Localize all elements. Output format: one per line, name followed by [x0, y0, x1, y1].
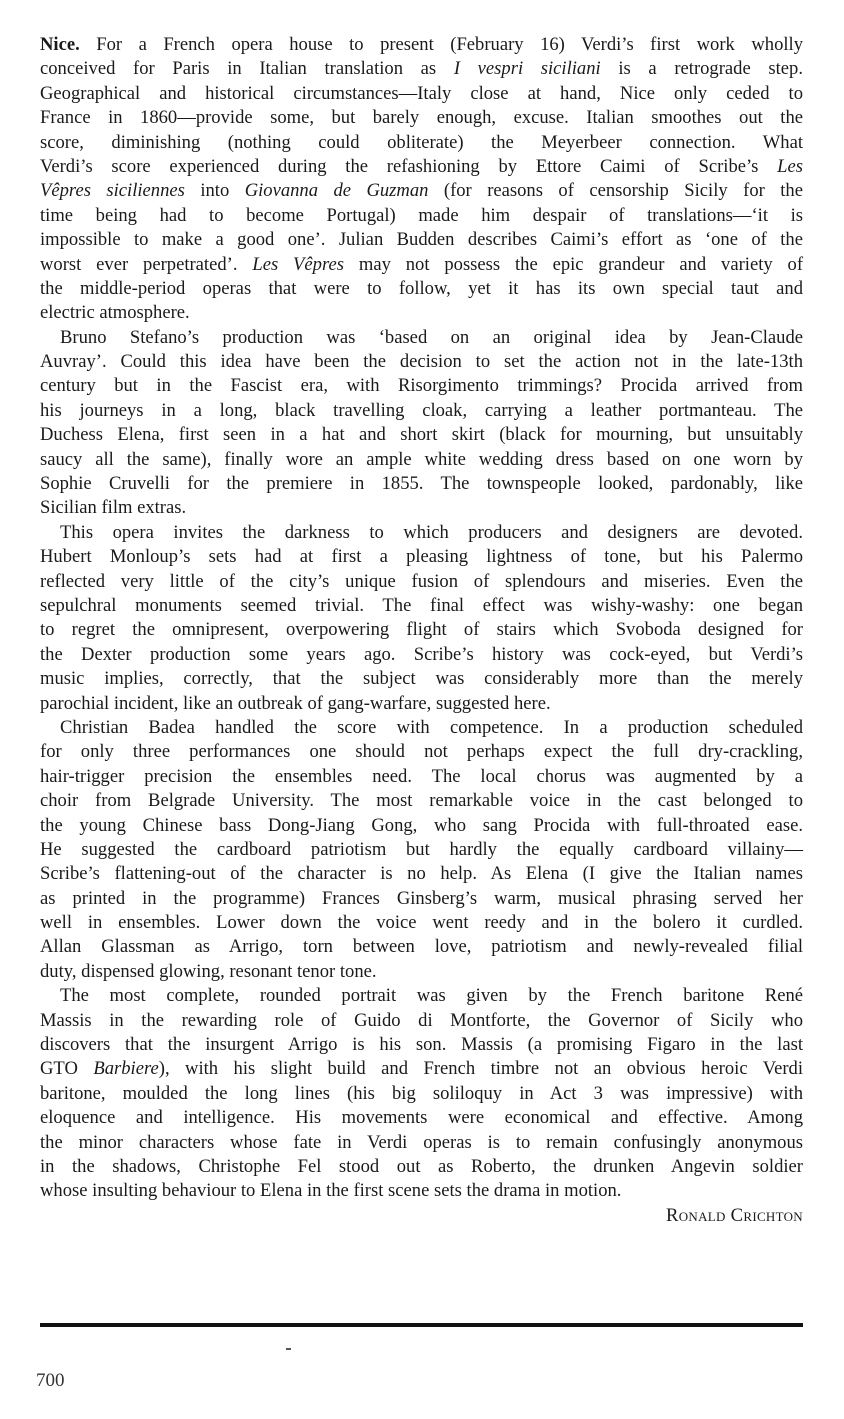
text-run: electric atmosphere. — [40, 302, 190, 324]
text-line — [40, 277, 803, 301]
text-run: For a French opera house to present (February 16) Verdi’s first work wholly — [79, 34, 803, 55]
text-run: choir from Belgrade University. The most remarkable voice in the cast belonged to — [40, 790, 803, 812]
text-run: He suggested the cardboard patriotism but hardly the equally cardboard villainy— — [40, 838, 803, 860]
text-run: hair-trigger precision the ensembles need. The local chorus was augmented by a — [40, 765, 803, 787]
text-run: is a retrograde step. — [600, 58, 803, 80]
text-line — [40, 448, 803, 472]
text-run: to regret the omnipresent, overpowering flight of stairs which Svoboda designed for — [40, 619, 803, 641]
text-run: saucy all the same), finally wore an ample white wedding dress based on one worn by — [40, 448, 803, 470]
text-run: the Dexter production some years ago. Scribe’s history was cock-eyed, but Verdi’s — [40, 643, 803, 665]
text-run: Verdi’s score experienced during the refashioning by Ettore Caimi of Scribe’s — [40, 155, 778, 177]
article-body — [40, 33, 803, 1228]
text-run: the minor characters whose fate in Verdi operas is to remain confusingly anonymous — [40, 1131, 803, 1153]
text-run: parochial incident, like an outbreak of gang-warfare, suggested here. — [40, 692, 551, 714]
italic-title: I vespri siciliani — [453, 58, 601, 80]
text-line — [40, 1009, 803, 1033]
text-run: eloquence and intelligence. His movements were economical and effective. Among — [40, 1107, 803, 1129]
text-run: conceived for Paris in Italian translation as — [40, 58, 454, 80]
italic-title: Barbiere — [93, 1058, 159, 1080]
text-line — [40, 692, 803, 716]
text-line — [40, 82, 803, 106]
text-run: well in ensembles. Lower down the voice went reedy and in the bolero it curdled. — [40, 912, 803, 934]
text-line — [40, 179, 803, 203]
text-run: may not possess the epic grandeur and variety of — [344, 253, 804, 275]
text-run: his journeys in a long, black travelling cloak, carrying a leather portmanteau. The — [40, 399, 803, 421]
paragraph — [40, 33, 803, 326]
text-run: Sophie Cruvelli for the premiere in 1855. The townspeople looked, pardonably, like — [40, 473, 803, 495]
text-line — [40, 326, 803, 350]
text-run: sepulchral monuments seemed trivial. The final effect was wishy-washy: one began — [40, 594, 803, 616]
author-signature: Ronald Crichton — [666, 1204, 803, 1226]
text-run: Geographical and historical circumstances—Italy close at hand, Nice only ceded to — [40, 82, 803, 104]
text-line — [40, 911, 803, 935]
text-run: time being had to become Portugal) made him despair of translations—‘it is — [40, 204, 803, 226]
text-line — [40, 740, 803, 764]
paragraph — [40, 984, 803, 1204]
text-line — [40, 1106, 803, 1130]
text-line — [40, 1155, 803, 1179]
text-run: Auvray’. Could this idea have been the decision to set the action not in the late-13th — [40, 351, 803, 373]
text-line — [40, 1033, 803, 1057]
text-line — [40, 204, 803, 228]
text-run: (for reasons of censorship Sicily for the — [428, 180, 803, 202]
text-run: GTO — [40, 1058, 94, 1080]
text-line — [40, 960, 803, 984]
text-run: Sicilian film extras. — [40, 497, 187, 519]
text-line — [40, 716, 803, 740]
print-mark — [286, 1348, 291, 1350]
text-line — [40, 618, 803, 642]
text-run: as printed in the programme) Frances Ginsberg’s warm, musical phrasing served her — [40, 887, 803, 909]
text-line — [40, 423, 803, 447]
text-run: The most complete, rounded portrait was given by the French baritone René — [60, 985, 803, 1007]
text-line — [40, 1179, 803, 1203]
text-run: the young Chinese bass Dong-Jiang Gong, who sang Procida with full-throated ease. — [40, 814, 803, 836]
text-line — [40, 887, 803, 911]
text-line — [40, 131, 803, 155]
text-line — [40, 155, 803, 179]
section-lead-city: Nice. — [40, 34, 80, 55]
italic-title: Les — [777, 155, 803, 177]
text-run: music implies, correctly, that the subject was considerably more than the merely — [40, 668, 803, 690]
text-line — [40, 935, 803, 959]
text-run: whose insulting behaviour to Elena in the first scene sets the drama in motion. — [40, 1180, 622, 1202]
text-run: duty, dispensed glowing, resonant tenor tone. — [40, 960, 377, 982]
text-line — [40, 228, 803, 252]
text-line — [40, 399, 803, 423]
text-run: impossible to make a good one’. Julian Budden describes Caimi’s effort as ‘one of the — [40, 229, 803, 251]
text-run: for only three performances one should not perhaps expect the full dry-crackling, — [40, 741, 803, 763]
text-line — [40, 1131, 803, 1155]
text-line — [40, 838, 803, 862]
text-line — [40, 789, 803, 813]
text-run: France in 1860—provide some, but barely enough, excuse. Italian smoothes out the — [40, 107, 803, 129]
text-run: This opera invites the darkness to which producers and designers are devoted. — [60, 521, 803, 543]
text-line — [40, 862, 803, 886]
text-run: century but in the Fascist era, with Risorgimento trimmings? Procida arrived from — [40, 375, 803, 397]
text-line — [40, 545, 803, 569]
text-run: Duchess Elena, first seen in a hat and short skirt (black for mourning, but unsuitably — [40, 424, 803, 446]
text-run: reflected very little of the city’s unique fusion of splendours and miseries. Even the — [40, 570, 803, 592]
text-run: Scribe’s flattening-out of the character is no help. As Elena (I give the Italian names — [40, 863, 803, 885]
text-run: the middle-period operas that were to follow, yet it has its own special taut and — [40, 277, 803, 299]
text-line — [40, 374, 803, 398]
text-run: baritone, moulded the long lines (his big soliloquy in Act 3 was impressive) with — [40, 1082, 803, 1104]
text-line — [40, 570, 803, 594]
page-number: 700 — [36, 1370, 65, 1391]
text-line — [40, 594, 803, 618]
text-line — [40, 765, 803, 789]
text-line — [40, 814, 803, 838]
text-run: ), with his slight build and French timbre not an obvious heroic Verdi — [158, 1058, 803, 1080]
text-run: Allan Glassman as Arrigo, torn between love, patriotism and newly-revealed filial — [40, 936, 803, 958]
text-line — [40, 253, 803, 277]
text-run: Massis in the rewarding role of Guido di Montforte, the Governor of Sicily who — [40, 1009, 803, 1031]
italic-title: Vêpres siciliennes — [40, 180, 185, 202]
text-run: score, diminishing (nothing could obliterate) the Meyerbeer connection. What — [40, 131, 803, 153]
text-run: Bruno Stefano’s production was ‘based on an original idea by Jean-Claude — [60, 326, 803, 348]
italic-title: Giovanna de Guzman — [244, 180, 429, 202]
text-line — [40, 106, 803, 130]
text-line — [40, 984, 803, 1008]
text-line — [40, 496, 803, 520]
text-line — [40, 521, 803, 545]
text-run: worst ever perpetrated’. — [40, 253, 253, 275]
section-rule — [40, 1323, 803, 1327]
text-run: Hubert Monloup’s sets had at first a pleasing lightness of tone, but his Palermo — [40, 546, 803, 568]
text-line — [40, 57, 803, 81]
text-line — [40, 1082, 803, 1106]
paragraph — [40, 521, 803, 716]
text-line — [40, 301, 803, 325]
text-run: discovers that the insurgent Arrigo is his son. Massis (a promising Figaro in the last — [40, 1034, 803, 1056]
text-run: Christian Badea handled the score with competence. In a production scheduled — [60, 716, 803, 738]
text-line — [40, 350, 803, 374]
text-run: into — [184, 180, 245, 202]
text-line — [40, 1057, 803, 1081]
text-line — [40, 643, 803, 667]
paragraph — [40, 326, 803, 521]
text-run: in the shadows, Christophe Fel stood out as Roberto, the drunken Angevin soldier — [40, 1155, 803, 1177]
paragraph — [40, 716, 803, 984]
text-line — [40, 667, 803, 691]
text-line — [40, 33, 803, 57]
text-line — [40, 472, 803, 496]
italic-title: Les Vêpres — [252, 253, 344, 275]
